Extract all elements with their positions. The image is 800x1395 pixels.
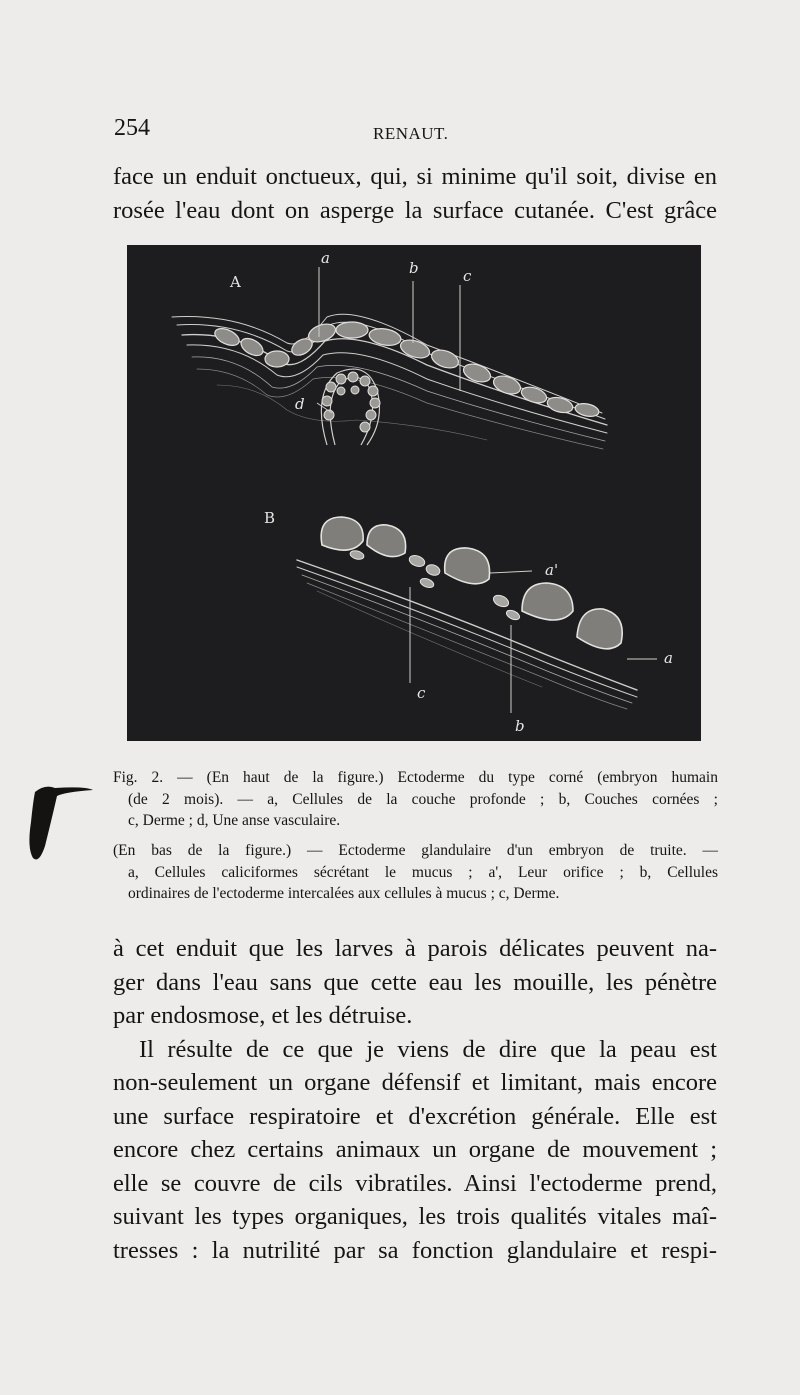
engraving-illustration — [127, 245, 701, 741]
running-head: RENAUT. — [373, 124, 449, 143]
label-b-panel-b: b — [515, 717, 525, 735]
label-d-panel-a: d — [295, 395, 305, 413]
text-line: par endosmose, et les détruise. — [113, 1002, 413, 1029]
figure-caption-part-2 — [113, 840, 718, 905]
ink-blot-mark — [25, 782, 95, 868]
text-line: elle se couvre de cils vibratiles. Ainsi l'ectoderme prend, — [113, 1169, 717, 1197]
caption-line: (En bas de la figure.) — Ectoderme glandulaire d'un embryon de truite. — — [113, 842, 718, 859]
figure-caption — [113, 767, 718, 832]
panel-b-label: B — [264, 509, 276, 527]
caption-line: (de 2 mois). — a, Cellules de la couche profonde ; b, Couches cornées ; — [128, 790, 718, 808]
label-c-panel-a: c — [463, 267, 472, 285]
label-c-panel-b: c — [417, 684, 426, 702]
caption-line: ordinaires de l'ectoderme intercalées aux cellules à mucus ; c, Derme. — [128, 885, 560, 902]
text-line: Il résulte de ce que je viens de dire que la peau est — [139, 1035, 717, 1063]
text-line: suivant les types organiques, les trois qualités vitales maî- — [113, 1203, 717, 1230]
text-line: rosée l'eau dont on asperge la surface cutanée. C'est grâce — [113, 196, 717, 224]
body-text-top — [113, 160, 717, 227]
panel-a-label: A — [230, 273, 241, 291]
page-number: 254 — [114, 115, 150, 141]
text-line: ger dans l'eau sans que cette eau les mouille, les pénètre — [113, 968, 717, 996]
figure-plate — [127, 245, 701, 741]
text-line: une surface respiratoire et d'excrétion générale. Elle est — [113, 1102, 717, 1130]
text-line: face un enduit onctueux, qui, si minime qu'il soit, divise en — [113, 163, 717, 190]
label-b-panel-a: b — [409, 259, 419, 277]
caption-line: Fig. 2. — (En haut de la figure.) Ectoderme du type corné (embryon humain — [113, 769, 718, 786]
text-line: à cet enduit que les larves à parois délicates peuvent na- — [113, 935, 717, 962]
text-line: non-seulement un organe défensif et limitant, mais encore — [113, 1069, 717, 1096]
label-a-panel-a: a — [321, 249, 330, 267]
caption-line: c, Derme ; d, Une anse vasculaire. — [128, 812, 341, 829]
body-text-bottom — [113, 932, 717, 1267]
label-a-panel-b: a — [664, 649, 673, 667]
text-line: encore chez certains animaux un organe de mouvement ; — [113, 1136, 717, 1163]
label-a-prime-panel-b: a' — [545, 561, 559, 579]
text-line: tresses : la nutrilité par sa fonction glandulaire et respi- — [113, 1236, 717, 1264]
caption-line: a, Cellules caliciformes sécrétant le mucus ; a', Leur orifice ; b, Cellules — [128, 863, 718, 881]
